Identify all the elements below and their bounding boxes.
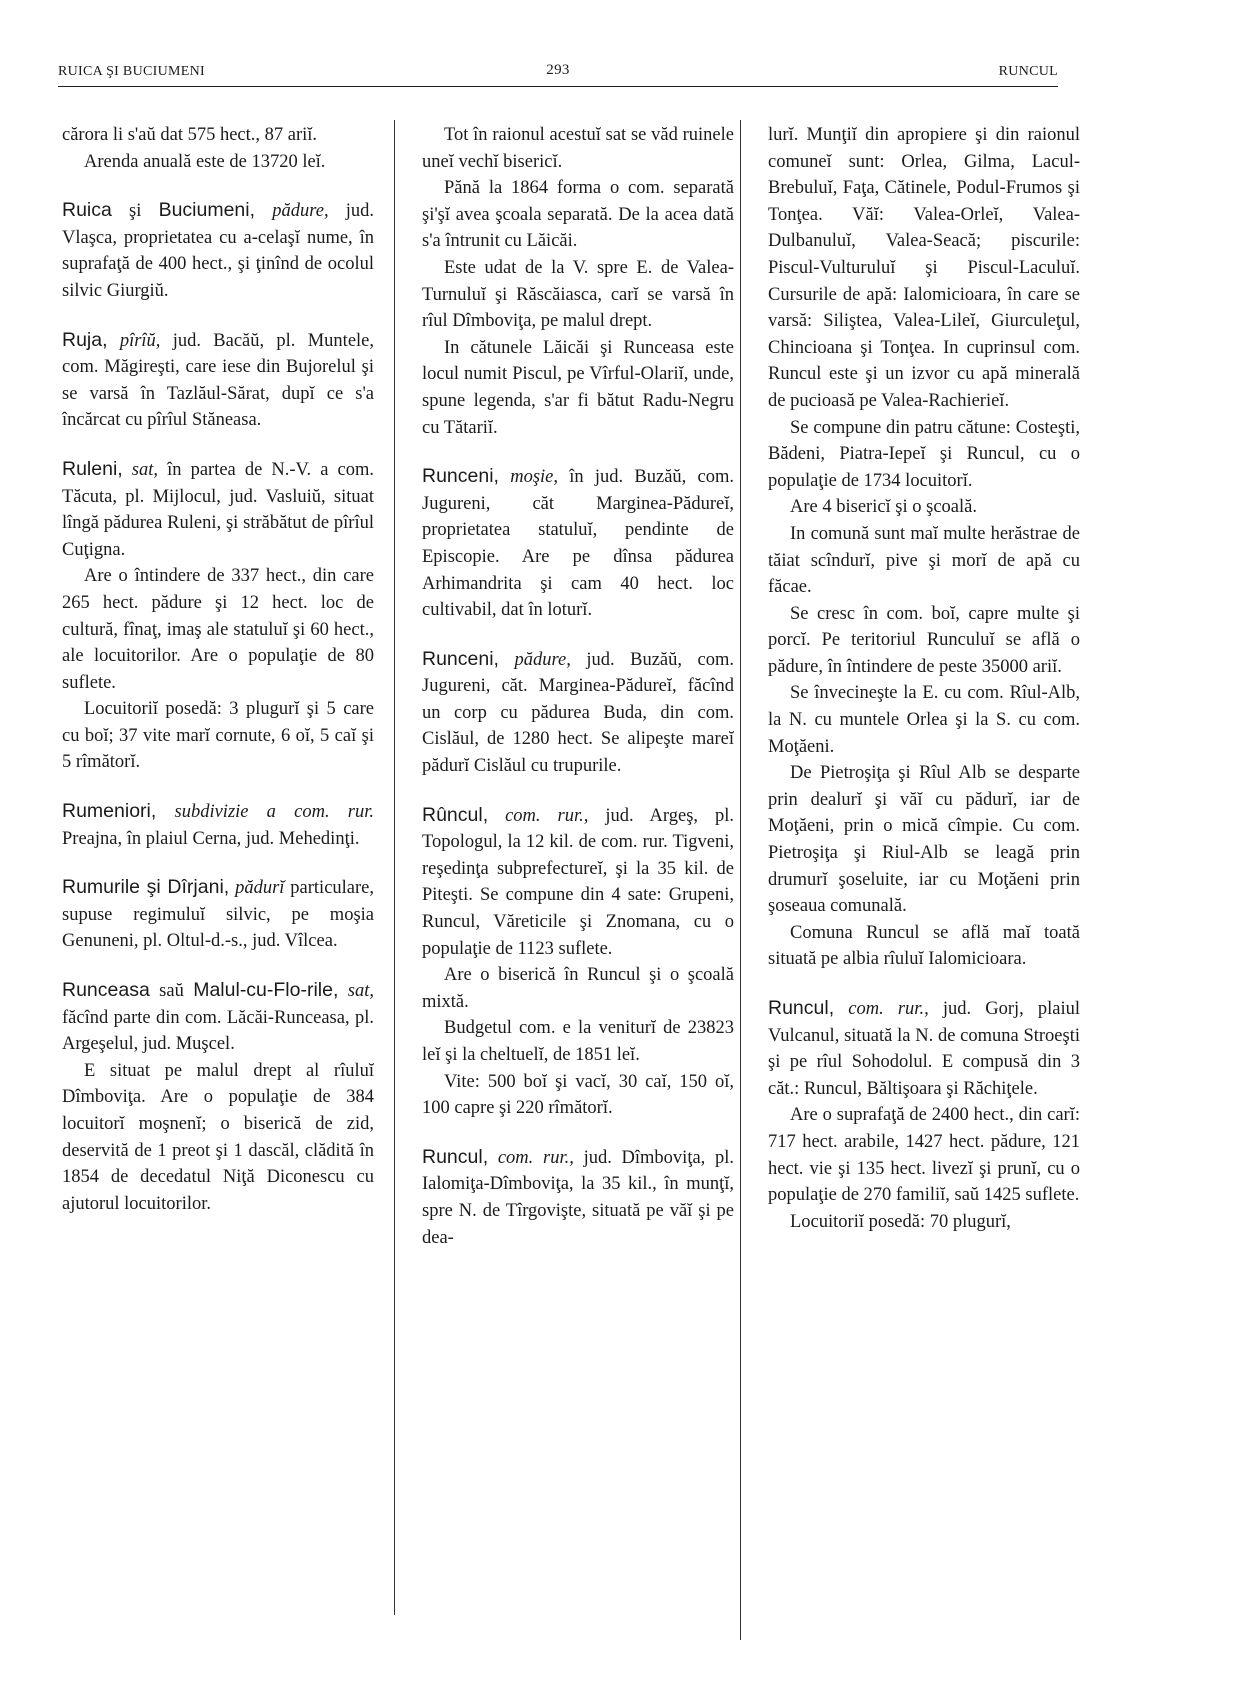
entry-body: Se cresc în com. boĭ, capre multe şi porcĭ. Pe teritoriul Runculuĭ se află o pădure, în întindere de peste 35000 ariĭ.: [768, 603, 1080, 677]
entry-headword: Runceni,: [422, 465, 499, 488]
paragraph: [422, 1069, 734, 1122]
entry-headword: Ruja,: [62, 328, 108, 351]
entry-type: pădurĭ: [235, 878, 285, 899]
paragraph: [768, 920, 1080, 973]
entry-body: făcînd parte din com. Lăcăi-Runceasa, pl. Argeşelul, jud. Muşcel.: [62, 1007, 374, 1055]
paragraph: [768, 1102, 1080, 1208]
page-number: 293: [546, 62, 570, 78]
paragraph: [422, 122, 734, 175]
dictionary-entry: [422, 802, 734, 963]
entry-body: în partea de N.-V. a com. Tăcuta, pl. Mijlocul, jud. Vasluiŭ, situat lîngă pădurea Ruleni, şi străbătut de pîrîul Cuţigna.: [62, 459, 375, 560]
entry-headword: Runcul,: [422, 1145, 489, 1168]
entry-body: Pănă la 1864 forma o com. separată şi'şĭ avea şcoala separată. De la acea dată s'a întrunit cu Lăicăi.: [422, 178, 734, 252]
entry-body: In cătunele Lăicăi şi Runceasa este locul numit Piscul, pe Vîrful-Olariĭ, unde, spune legenda, s'ar fi bătut Radu-Negru cu Tătariĭ.: [422, 337, 734, 438]
text-column-3: [768, 122, 1080, 1235]
entry-body: jud. Argeş, pl. Topologul, la 12 kil. de com. rur. Tigveni, reşedinţa subprefectureĭ, şi la 35 kil. de Piteşti. Se compune din 4 sate: Grupeni, Runcul, Văreticile şi Znomana, cu o populaţie de 1123 suflete.: [422, 805, 734, 959]
entry-headword: Rûncul,: [422, 803, 489, 826]
column-divider-2: [740, 120, 741, 1640]
dictionary-entry: [62, 798, 374, 852]
dictionary-entry: [422, 646, 734, 780]
entry-body: Are o suprafaţă de 2400 hect., din carĭ: 717 hect. arabile, 1427 hect. pădure, 121 hect. vie şi 135 hect. livezĭ şi prunĭ, cu o populaţie de 270 familiĭ, saŭ 1425 suflete.: [768, 1105, 1080, 1206]
entry-conjunction: şi: [111, 201, 159, 222]
header-left-title: RUICA ŞI BUCIUMENI: [58, 64, 205, 79]
entry-body: Are o biserică în Runcul şi o şcoală mixtă.: [422, 965, 734, 1012]
text-column-1: [62, 122, 374, 1217]
paragraph: [422, 335, 734, 441]
entry-type: sat,: [131, 459, 159, 480]
dictionary-entry: [62, 327, 374, 434]
entry-body: jud. Gorj, plaiul Vulcanul, situată la N. de comuna Stroeşti şi pe rîul Sohodolul. E compusă din 3 căt.: Runcul, Băltişoara şi Răchiţele.: [768, 999, 1081, 1099]
entry-headword: Runceasa: [62, 979, 150, 1002]
entry-body: In comună sunt maĭ multe herăstrae de tăiat scîndurĭ, pive şi morĭ de apă cu făcae.: [768, 523, 1080, 598]
entry-body: Locuitoriĭ posedă: 70 plugurĭ,: [790, 1211, 1011, 1232]
entry-body: Locuitoriĭ posedă: 3 plugurĭ şi 5 care cu boĭ; 37 vite marĭ cornute, 6 oĭ, 5 caĭ şi 5 rîmătorĭ.: [62, 699, 374, 773]
entry-body: Arenda anuală este de 13720 leĭ.: [84, 151, 326, 172]
dictionary-entry: [62, 197, 374, 304]
header-right-title: RUNCUL: [998, 64, 1058, 79]
entry-headword: Ruleni,: [62, 457, 123, 480]
entry-headword: Runcul,: [768, 997, 835, 1019]
entry-body: Se compune din patru cătune: Costeşti, Bădeni, Piatra-Iepeĭ şi Runcul, cu o populaţie de 1734 locuitorĭ.: [768, 417, 1080, 491]
paragraph: [768, 415, 1080, 495]
entry-body: Budgetul com. e la veniturĭ de 23823 leĭ şi la cheltuelĭ, de 1851 leĭ.: [422, 1018, 734, 1065]
dictionary-entry: [422, 1144, 734, 1251]
entry-headword-alt: Buciumeni,: [158, 199, 256, 222]
entry-type: com. rur.,: [505, 805, 589, 826]
entry-body: Vite: 500 boĭ şi vacĭ, 30 caĭ, 150 oĭ, 100 capre şi 220 rîmătorĭ.: [422, 1071, 734, 1119]
paragraph: [62, 696, 374, 776]
paragraph: [768, 760, 1080, 920]
paragraph: [62, 1058, 374, 1218]
dictionary-entry: [768, 995, 1080, 1102]
paragraph: [422, 962, 734, 1015]
entry-type: pîrîŭ,: [119, 330, 161, 351]
dictionary-entry: [62, 977, 374, 1058]
entry-body: particulare, supuse regimuluĭ silvic, pe moşia Genuneni, pl. Oltul-d.-s., jud. Vîlcea.: [62, 878, 375, 952]
entry-body: jud. Bacăŭ, pl. Muntele, com. Măgireşti, care iese din Bujorelul şi se varsă în Tazlăul-Sărat, dupĭ ce s'a încărcat cu pîrîul Stăneasa.: [62, 330, 375, 431]
entry-body: jud. Buzăŭ, com. Jugureni, căt. Marginea-Pădureĭ, făcînd un corp cu pădurea Buda, din com. Cislăul, de 1280 hect. Se alipeşte mareĭ pădurĭ Cislăul cu trupurile.: [422, 649, 734, 777]
entry-body: Are o întindere de 337 hect., din care 265 hect. pădure şi 12 hect. loc de cultură, fînaţ, imaş ale statuluĭ şi 60 hect., ale locuitorilor. Are o populaţie de 80 suflete.: [62, 566, 374, 693]
entry-body: jud. Vlaşca, proprietatea cu a-celaşĭ nume, în suprafaţă de 400 hect., şi ţinînd de ocolul silvic Giurgiŭ.: [62, 201, 375, 301]
paragraph: [422, 175, 734, 255]
entry-body: jud. Dîmboviţa, pl. Ialomiţa-Dîmboviţa, la 35 kil., în munţĭ, spre N. de Tîrgovişte, situată pe văĭ şi pe dea-: [422, 1147, 735, 1248]
entry-type: pădure,: [514, 649, 571, 670]
paragraph: [768, 521, 1080, 601]
entry-headword: Rumeniori,: [62, 800, 157, 823]
paragraph: [422, 1015, 734, 1068]
paragraph: [768, 680, 1080, 760]
entry-type: pădure,: [272, 201, 329, 222]
entry-body: Este udat de la V. spre E. de Valea-Turnuluĭ şi Răscăiasca, carĭ se varsă în rîul Dîmboviţa, pe malul drept.: [422, 257, 734, 332]
dictionary-entry: [422, 463, 734, 624]
paragraph: [768, 601, 1080, 681]
entry-body: Are 4 bisericĭ şi o şcoală.: [790, 497, 977, 518]
entry-headword: Ruica: [62, 199, 112, 222]
dictionary-entry: [62, 456, 374, 563]
entry-body: E situat pe malul drept al rîuluĭ Dîmboviţa. Are o populaţie de 384 locuitorĭ moşnenĭ; o biserică de zid, deservită de 1 preot şi 1 dascăl, clădită în 1854 de decedatul Niţă Diconescu cu ajutorul locuitorilor.: [62, 1060, 374, 1214]
entry-body: în jud. Buzăŭ, com. Jugureni, căt Marginea-Pădureĭ, proprietatea statuluĭ, pendinte de Episcopie. Are pe dînsa pădurea Arhimandrita şi cam 40 hect. loc cultivabil, dat în loturĭ.: [422, 467, 734, 621]
paragraph: [62, 563, 374, 696]
paragraph: [768, 122, 1080, 415]
paragraph: [768, 494, 1080, 521]
entry-body: lurĭ. Munţiĭ din apropiere şi din raionul comuneĭ sunt: Orlea, Gilma, Lacul-Brebuluĭ, Faţa, Cătinele, Podul-Frumos şi Tonţea. Văĭ: Valea-Orleĭ, Valea-Dulbanuluĭ, Valea-Seacă; piscurile: Piscul-Vulturuluĭ şi Piscul-Laculuĭ. Cursurile de apă: Ialomicioara, în care se varsă: Siliştea, Valea-Lileĭ, Giurculeţul, Chincioana şi Tonţea. In cuprinsul com. Runcul este şi un izvor cu apă minerală de pucioasă pe Valea-Rachieriеĭ.: [768, 125, 1080, 411]
entry-body: Tot în raionul acestuĭ sat se văd ruinele uneĭ vechĭ bisericĭ.: [422, 125, 734, 172]
entry-type: sat,: [347, 981, 374, 1002]
running-header: [58, 64, 1058, 87]
paragraph: [62, 149, 374, 176]
paragraph: [422, 255, 734, 335]
paragraph: [62, 122, 374, 149]
entry-body: Comuna Runcul se află maĭ toată situată pe albia rîuluĭ Ialomicioara.: [768, 922, 1080, 970]
column-divider-1: [394, 120, 395, 1615]
text-column-2: [422, 122, 734, 1251]
dictionary-entry: [62, 874, 374, 955]
entry-headword: Rumurile şi Dîrjani,: [62, 876, 230, 899]
entry-body: Preajna, în plaiul Cerna, jud. Mehedinţi.: [62, 828, 360, 849]
entry-body: cărora li s'aŭ dat 575 hect., 87 ariĭ.: [62, 125, 318, 145]
entry-type: com. rur.,: [848, 999, 929, 1019]
entry-headword-alt: Malul-cu-Flo-rile,: [193, 979, 339, 1002]
entry-body: Se învecineşte la E. cu com. Rîul-Alb, la N. cu muntele Orlea şi la S. cu com. Moţăeni.: [768, 683, 1080, 757]
entry-type: subdivizie a com. rur.: [174, 802, 374, 823]
entry-type: com. rur.,: [497, 1147, 574, 1168]
entry-type: moşie,: [510, 467, 559, 488]
entry-conjunction: saŭ: [149, 981, 194, 1002]
paragraph: [768, 1209, 1080, 1236]
entry-headword: Runceni,: [422, 647, 499, 670]
entry-body: De Pietroşiţa şi Rîul Alb se desparte prin dealurĭ şi văĭ cu pădurĭ, iar de Moţăeni, prin o mică cîmpie. Cu com. Pietroşiţa şi Riul-Alb se leagă prin drumurĭ şoseluite, iar cu Moţăeni prin şoseaua comunală.: [768, 763, 1080, 917]
